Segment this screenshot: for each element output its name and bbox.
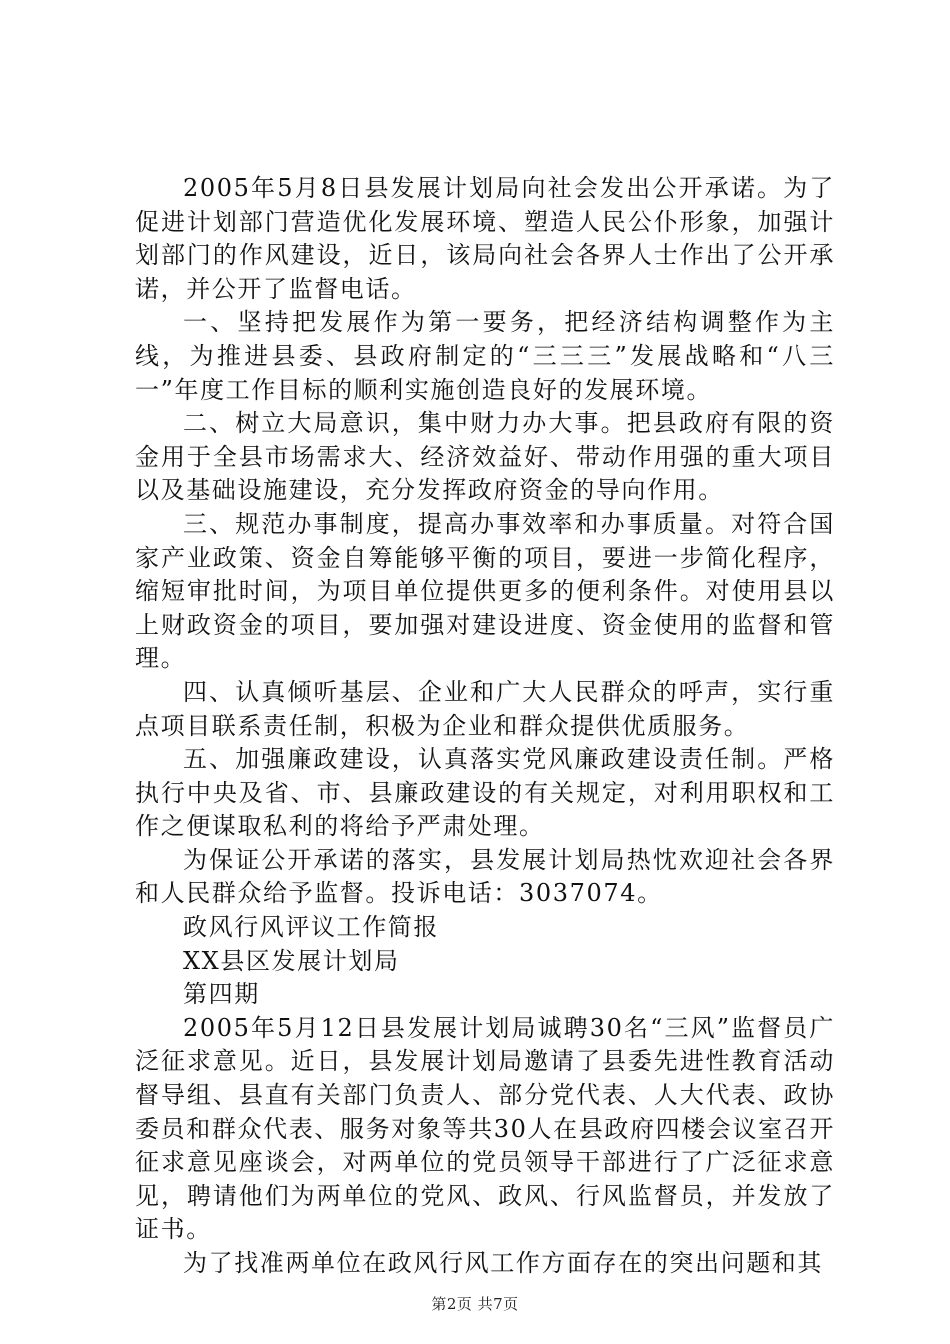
paragraph-item-3: 三、规范办事制度，提高办事效率和办事质量。对符合国家产业政策、资金自筹能够平衡的项目，要进一步简化程序，缩短审批时间，为项目单位提供更多的便利条件。对使用县以上财政资金的项目，要加强对建设进度、资金使用的监督和管理。 (135, 509, 835, 673)
bulletin-issuer: XX县区发展计划局 (183, 946, 400, 975)
bulletin-issue-number: 第四期 (183, 980, 260, 1009)
paragraph-item-4: 四、认真倾听基层、企业和广大人民群众的呼声，实行重点项目联系责任制，积极为企业和群众提供优质服务。 (135, 677, 835, 740)
page-footer: 第2页 共7页 (431, 1295, 519, 1313)
paragraph-intro: 2005年5月8日县发展计划局向社会发出公开承诺。为了促进计划部门营造优化发展环境、塑造人民公仆形象，加强计划部门的作风建设，近日，该局向社会各界人士作出了公开承诺，并公开了监督电话。 (135, 174, 835, 303)
paragraph-item-1: 一、坚持把发展作为第一要务，把经济结构调整作为主线，为推进县委、县政府制定的“三三三”发展战略和“八三一”年度工作目标的顺利实施创造良好的发展环境。 (135, 308, 835, 404)
paragraph-item-2: 二、树立大局意识，集中财力办大事。把县政府有限的资金用于全县市场需求大、经济效益好、带动作用强的重大项目以及基础设施建设，充分发挥政府资金的导向作用。 (135, 409, 835, 505)
paragraph-item-5: 五、加强廉政建设，认真落实党风廉政建设责任制。严格执行中央及省、市、县廉政建设的有关规定，对利用职权和工作之便谋取私利的将给予严肃处理。 (135, 745, 835, 841)
document-body (135, 172, 835, 1281)
bulletin-title: 政风行风评议工作简报 (183, 913, 439, 942)
paragraph-complaint-phone: 为保证公开承诺的落实，县发展计划局热忱欢迎社会各界和人民群众给予监督。投诉电话：3037074。 (135, 845, 835, 908)
paragraph-supervisors: 2005年5月12日县发展计划局诚聘30名“三风”监督员广泛征求意见。近日，县发展计划局邀请了县委先进性教育活动督导组、县直有关部门负责人、部分党代表、人大代表、政协委员和群众代表、服务对象等共30人在县政府四楼会议室召开征求意见座谈会，对两单位的党员领导干部进行了广泛征求意见，聘请他们为两单位的党风、政风、行风监督员，并发放了证书。 (135, 1013, 835, 1244)
paragraph-continued: 为了找准两单位在政风行风工作方面存在的突出问题和其 (183, 1249, 823, 1277)
